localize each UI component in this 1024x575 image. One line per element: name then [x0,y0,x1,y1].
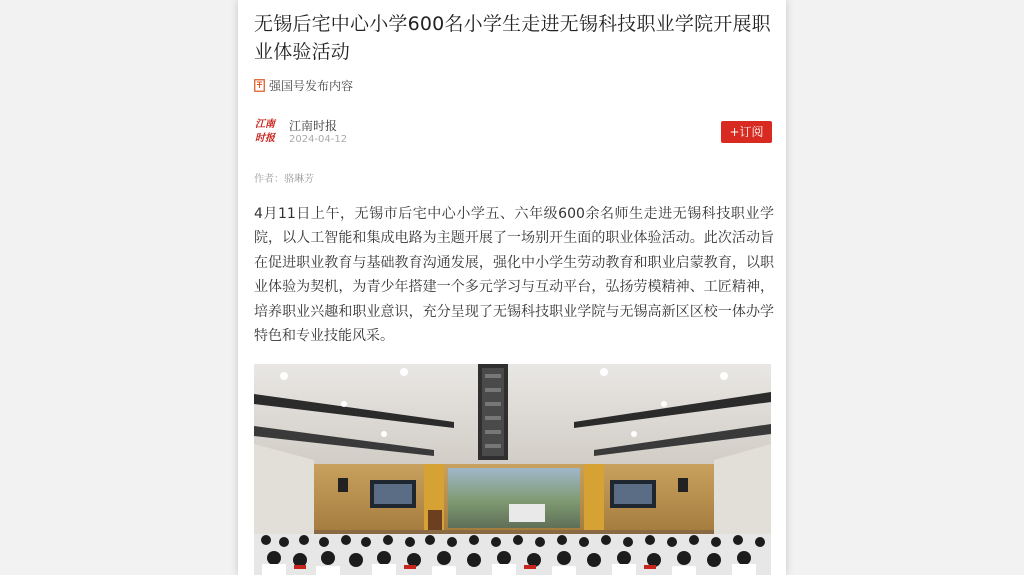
channel-name[interactable]: 江南时报 [289,119,338,133]
author-line: 作者：骆琳芳 [254,174,314,185]
publish-date: 2024-04-12 [289,134,348,145]
article-photo [254,364,771,575]
strong-nation-bookmark-icon [254,79,265,92]
channel-logo[interactable] [254,116,280,144]
channel-row [254,114,772,150]
subscribe-button[interactable]: +订阅 [721,121,772,143]
article-title: 无锡后宅中心小学600名小学生走进无锡科技职业学院开展职业体验活动 [254,13,771,63]
source-tag-label: 强国号发布内容 [269,79,354,93]
svg-text:江南: 江南 [255,119,275,130]
article-body: 4月11日上午，无锡市后宅中心小学五、六年级600余名师生走进无锡科技职业学院，以人工智能和集成电路为主题开展了一场别开生面的职业体验活动。此次活动旨在促进职业教育与基础教育沟通发展，强化中小学生劳动教育和职业启蒙教育，以职业体验为契机，为青少年搭建一个多元学习与互动平台，弘扬劳模精神、工匠精神，培养职业兴趣和职业意识，充分呈现了无锡科技职业学院与无锡高新区区校一体办学特色和专业技能风采。 [254,206,774,345]
source-tag [254,77,353,94]
svg-text:时报: 时报 [255,133,275,144]
article-page [238,0,786,575]
